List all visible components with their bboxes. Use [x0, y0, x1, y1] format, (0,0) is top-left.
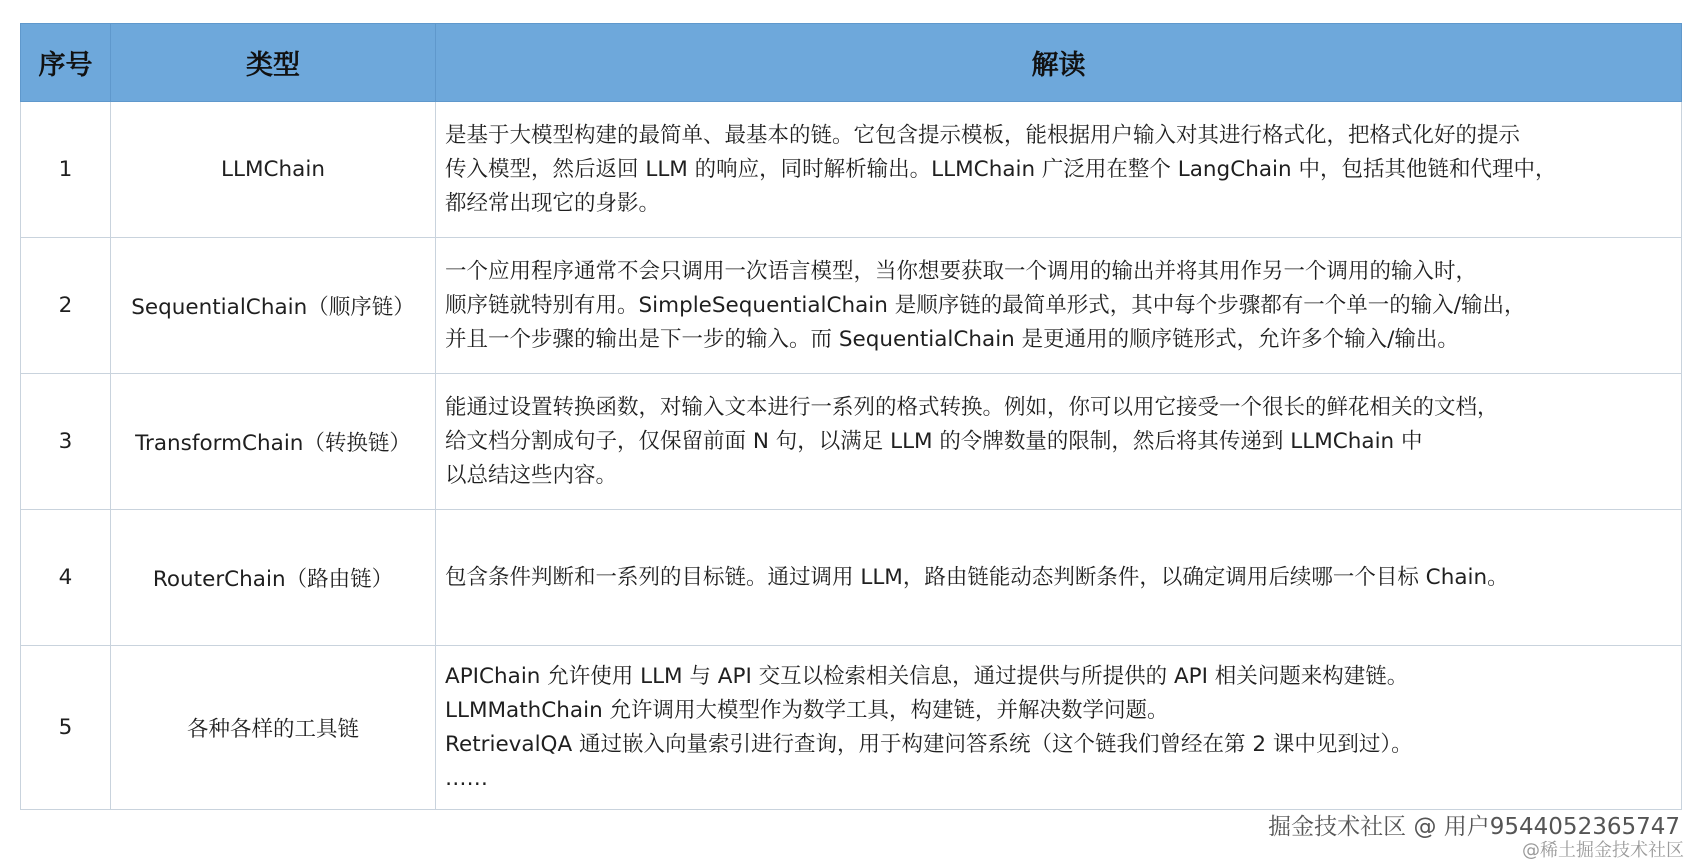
row-type: RouterChain（路由链）	[111, 510, 436, 646]
table-row	[21, 510, 1682, 646]
table-row	[21, 238, 1682, 374]
description-line: APIChain 允许使用 LLM 与 API 交互以检索相关信息，通过提供与所提供的 API 相关问题来构建链。	[445, 663, 1409, 689]
chain-types-table	[20, 23, 1682, 810]
row-index: 4	[21, 510, 111, 646]
description-line: LLMMathChain 允许调用大模型作为数学工具，构建链，并解决数学问题。	[445, 697, 1169, 723]
description-line: 顺序链就特别有用。SimpleSequentialChain 是顺序链的最简单形式，其中每个步骤都有一个单一的输入/输出，	[445, 292, 1526, 318]
row-index: 1	[21, 102, 111, 238]
row-description	[436, 374, 1682, 510]
row-type: 各种各样的工具链	[111, 646, 436, 810]
description-line: 能通过设置转换函数，对输入文本进行一系列的格式转换。例如，你可以用它接受一个很长的鲜花相关的文档，	[445, 394, 1499, 420]
row-description	[436, 646, 1682, 810]
row-description	[436, 238, 1682, 374]
description-line: 传入模型，然后返回 LLM 的响应，同时解析输出。LLMChain 广泛用在整个 LangChain 中，包括其他链和代理中，	[445, 156, 1557, 182]
row-type: LLMChain	[111, 102, 436, 238]
header-description: 解读	[436, 24, 1682, 102]
table-header-row	[21, 24, 1682, 102]
description-line: 一个应用程序通常不会只调用一次语言模型，当你想要获取一个调用的输出并将其用作另一个调用的输入时，	[445, 258, 1478, 284]
watermark-text: 掘金技术社区 @ 用户9544052365747	[1268, 814, 1680, 840]
description-line: 给文档分割成句子，仅保留前面 N 句，以满足 LLM 的令牌数量的限制，然后将其传递到 LLMChain 中	[445, 428, 1423, 454]
row-description	[436, 102, 1682, 238]
description-line: 都经常出现它的身影。	[445, 190, 661, 216]
description-line: RetrievalQA 通过嵌入向量索引进行查询，用于构建问答系统（这个链我们曾经在第 2 课中见到过）。	[445, 731, 1413, 757]
description-line: 包含条件判断和一系列的目标链。通过调用 LLM，路由链能动态判断条件，以确定调用后续哪一个目标 Chain。	[445, 564, 1509, 590]
row-type: SequentialChain（顺序链）	[111, 238, 436, 374]
description-line: 是基于大模型构建的最简单、最基本的链。它包含提示模板，能根据用户输入对其进行格式化，把格式化好的提示	[445, 122, 1521, 148]
description-line: 并且一个步骤的输出是下一步的输入。而 SequentialChain 是更通用的顺序链形式，允许多个输入/输出。	[445, 326, 1459, 352]
table-body	[21, 102, 1682, 810]
table-row	[21, 646, 1682, 810]
row-description	[436, 510, 1682, 646]
table-row	[21, 102, 1682, 238]
description-line: 以总结这些内容。	[445, 462, 618, 488]
watermark-subtext: @稀土掘金技术社区	[1522, 840, 1684, 861]
header-type: 类型	[111, 24, 436, 102]
description-line: ……	[445, 765, 488, 791]
header-index: 序号	[21, 24, 111, 102]
row-index: 3	[21, 374, 111, 510]
row-index: 5	[21, 646, 111, 810]
row-type: TransformChain（转换链）	[111, 374, 436, 510]
row-index: 2	[21, 238, 111, 374]
table-row	[21, 374, 1682, 510]
